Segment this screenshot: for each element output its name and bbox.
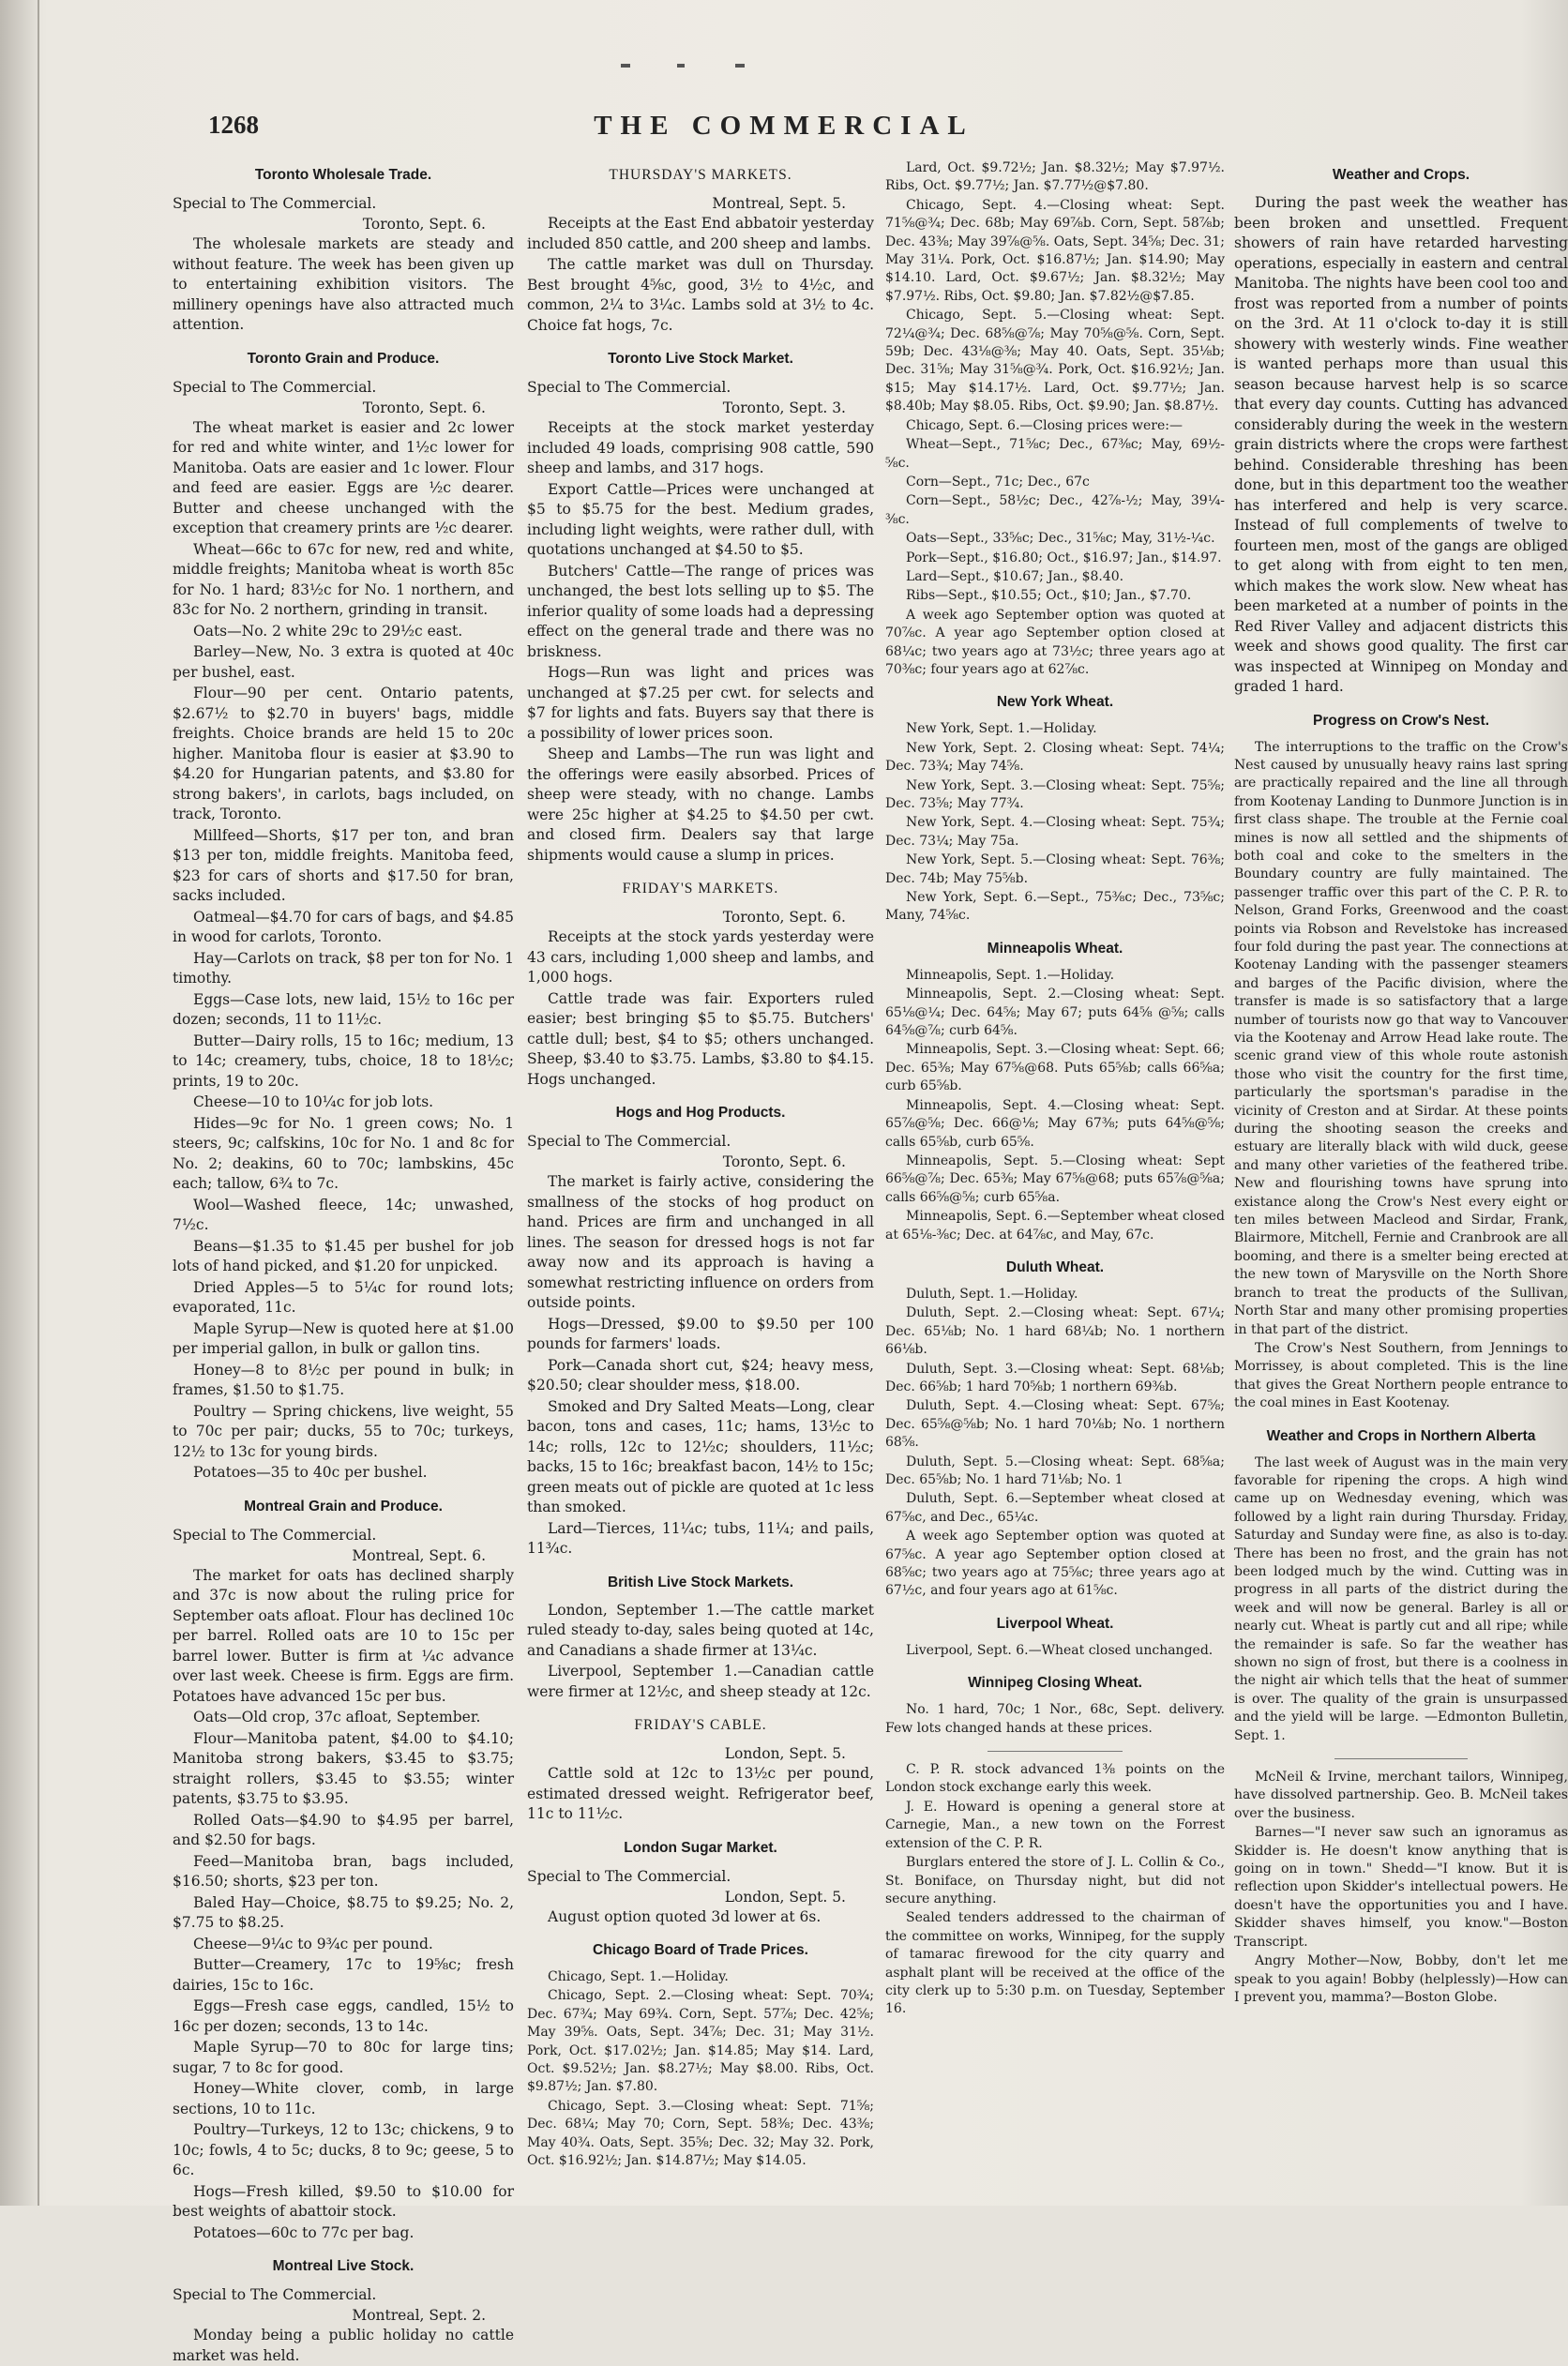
byline: Special to The Commercial. [173, 195, 377, 212]
paragraph: Duluth, Sept. 6.—September wheat closed at 67⅝c, and Dec., 65¼c. [885, 1491, 1225, 1525]
paragraph: Maple Syrup—New is quoted here at $1.00 per imperial gallon, in bulk or gallon tins. [173, 1319, 514, 1357]
headline: Montreal Grain and Produce. [244, 1498, 443, 1515]
paragraph: New York, Sept. 2. Closing wheat: Sept. 74¼; Dec. 73¾; May 74⅝. [885, 740, 1225, 775]
paragraph: New York, Sept. 6.—Sept., 75⅜c; Dec., 73⅝c; Many, 74⅝c. [885, 890, 1225, 924]
article [527, 1573, 874, 1703]
headline: FRIDAY'S MARKETS. [622, 881, 779, 897]
paragraph: New York, Sept. 4.—Closing wheat: Sept. 75¾; Dec. 73¼; May 75a. [885, 815, 1225, 849]
article-body [885, 1701, 1225, 1738]
running-head [0, 111, 1568, 148]
article-body [885, 967, 1225, 1244]
paragraph: Potatoes—60c to 77c per bag. [193, 2223, 415, 2241]
paragraph: A week ago September option was quoted at 67⅝c. A year ago September option closed at 68⅝c; two years ago at 75⅝c; three years ago at 67½c, and four years ago at 61⅝c. [885, 1529, 1225, 1599]
paragraph: Angry Mother—Now, Bobby, don't let me speak to you again! Bobby (helplessly)—How can I prevent you, mamma?—Boston Globe. [1234, 1953, 1568, 2005]
paragraph: Lard, Oct. $9.72½; Jan. $8.32½; May $7.97½. Ribs, Oct. $9.77½; Jan. $7.77½@$7.80. [885, 160, 1225, 194]
byline: Special to The Commercial. [527, 1133, 731, 1150]
paragraph: The market for oats has declined sharply and 37c is now about the ruling price for September oats afloat. Flour has declined 10c per barrel. Rolled oats are 10 to 15c per barrel lower. Butter is firm at ¼c advance over last week. Cheese is firm. Eggs are firm. Potatoes have advanced 15c per bus. [173, 1566, 514, 1705]
paragraph: Beans—$1.35 to $1.45 per bushel for job lots of hand picked, and $1.20 for unpicked. [173, 1237, 514, 1274]
headline: British Live Stock Markets. [607, 1574, 794, 1590]
paragraph: Duluth, Sept. 3.—Closing wheat: Sept. 68⅛b; Dec. 66⅝b; 1 hard 70⅝b; 1 northern 69⅜b. [885, 1361, 1225, 1394]
headline: Chicago Board of Trade Prices. [593, 1942, 808, 1958]
paragraph: Receipts at the stock market yesterday included 49 loads, comprising 908 cattle, 590 sheep and lambs, and 317 hogs. [527, 419, 874, 476]
paragraph: Oats—No. 2 white 29c to 29½c east. [193, 622, 463, 640]
paragraph: Smoked and Dry Salted Meats—Long, clear bacon, tons and cases, 11c; hams, 13½c to 14c; rolls, 12c to 12½c; shoulders, 11½c; backs, 15 to 16c; breakfast bacon, 14½ to 15c; green meats out of pickle are quoted at 1c less than smoked. [527, 1397, 874, 1515]
column-rule [1334, 1758, 1468, 1759]
paragraph: Butter—Creamery, 17c to 19⅝c; fresh dairies, 15c to 16c. [173, 1956, 514, 1994]
headline: Liverpool Wheat. [996, 1615, 1114, 1632]
article-body [885, 1642, 1225, 1660]
article-body [1234, 739, 1568, 1413]
article-body [527, 418, 874, 866]
paragraph: Minneapolis, Sept. 3.—Closing wheat: Sept. 66; Dec. 65⅜; May 67⅝@68. Puts 65⅝b; calls 66⅝a; curb 65⅝b. [885, 1042, 1225, 1094]
dateline: London, Sept. 5. [724, 1745, 846, 1762]
headline: Weather and Crops in Northern Alberta [1266, 1427, 1536, 1444]
article-body [885, 720, 1225, 925]
paragraph: Sheep and Lambs—The run was light and the offerings were easily absorbed. Prices of sheep were steady, with no change. Lambs were 25c higher at $4.25 to $4.50 per cwt. and closed firm. Dealers say that large shipments would cause a slump in prices. [527, 746, 874, 864]
paragraph: Duluth, Sept. 4.—Closing wheat: Sept. 67⅝; Dec. 65⅝@⅝b; No. 1 hard 70⅛b; No. 1 northern 68⅝. [885, 1398, 1225, 1451]
paragraph: Poultry—Turkeys, 12 to 13c; chickens, 9 to 10c; fowls, 4 to 5c; ducks, 8 to 9c; geese, 5 to 6c. [173, 2121, 514, 2178]
paragraph: Flour—Manitoba patent, $4.00 to $4.10; Manitoba strong bakers, $3.45 to $3.75; straight rollers, $3.45 to $3.55; winter patents, $3.75 to $3.95. [173, 1729, 514, 1807]
paragraph: McNeil & Irvine, merchant tailors, Winnipeg, have dissolved partnership. Geo. B. McNeil takes over the business. [1234, 1770, 1568, 1821]
article-body [527, 1601, 874, 1703]
article-body [1234, 1769, 1568, 2007]
article [1234, 165, 1568, 698]
paragraph: Baled Hay—Choice, $8.75 to $9.25; No. 2, $7.75 to $8.25. [173, 1893, 514, 1931]
byline: Special to The Commercial. [173, 2286, 377, 2303]
paragraph: Eggs—Case lots, new laid, 15½ to 16c per dozen; seconds, 11 to 11½c. [173, 990, 514, 1028]
article [173, 165, 514, 336]
paragraph: Sealed tenders addressed to the chairman of the committee on works, Winnipeg, for the supply of tamarac firewood for the city quarry and asphalt plant will be received at the office of the city clerk up to 5:30 p.m. on Tuesday, September 16. [885, 1910, 1225, 2017]
article [527, 1103, 874, 1560]
headline: THURSDAY'S MARKETS. [609, 167, 792, 183]
article-body [1234, 193, 1568, 698]
paragraph: Rolled Oats—$4.90 to $4.95 per barrel, and $2.50 for bags. [173, 1811, 514, 1848]
paragraph: Minneapolis, Sept. 1.—Holiday. [906, 967, 1115, 983]
paragraph: Chicago, Sept. 3.—Closing wheat: Sept. 71⅝; Dec. 68¼; May 70; Corn, Sept. 58⅜; Dec. 43⅜; May 40¾. Oats, Sept. 35⅝; Dec. 32; May 32. Pork, Oct. $16.92½; Jan. $14.87½; May $14.05. [527, 2098, 874, 2169]
article-body [885, 1761, 1225, 2019]
article [527, 1838, 874, 1928]
paragraph: Dried Apples—5 to 5¼c for round lots; evaporated, 11c. [173, 1278, 514, 1316]
journal-title: THE COMMERCIAL [594, 111, 974, 141]
paragraph: Lard—Tierces, 11¼c; tubs, 11¼; and pails, 11¾c. [527, 1519, 874, 1557]
paragraph: Maple Syrup—70 to 80c for large tins; sugar, 7 to 8c for good. [173, 2039, 514, 2076]
article [885, 159, 1225, 679]
paragraph: Duluth, Sept. 1.—Holiday. [906, 1286, 1078, 1302]
paragraph: Poultry — Spring chickens, live weight, 55 to 70c per pair; ducks, 55 to 70c; turkeys, 12½ to 13c for young birds. [173, 1402, 514, 1460]
dateline: Toronto, Sept. 6. [362, 216, 486, 233]
article [885, 1761, 1225, 2019]
paragraph: Wheat—66c to 67c for new, red and white, middle freights; Manitoba wheat is worth 85c for No. 1 hard; 83½c for No. 1 northern, and 83c for No. 2 northern, grinding in transit. [173, 540, 514, 618]
print-mark [677, 64, 685, 68]
byline: Special to The Commercial. [173, 378, 377, 396]
dateline: Toronto, Sept. 3. [722, 399, 846, 416]
paragraph: Export Cattle—Prices were unchanged at $5 to $5.75 for the best. Medium grades, including light weights, were rather dull, with quotations unchanged at $4.50 to $5. [527, 480, 874, 558]
paragraph: New York, Sept. 5.—Closing wheat: Sept. 76⅜; Dec. 74b; May 75⅝b. [885, 852, 1225, 886]
paragraph: Receipts at the stock yards yesterday were 43 cars, including 1,000 sheep and lambs, and 1,000 hogs. [527, 928, 874, 986]
paragraph: The wheat market is easier and 2c lower for red and white winter, and 1½c lower for Manitoba. Oats are easier and 1c lower. Flour and feed are easier. Eggs are ½c dearer. Butter and cheese unchanged with the exception that creamery prints are ½c dearer. [173, 418, 514, 536]
paragraph: Minneapolis, Sept. 5.—Closing wheat: Sept 66⅝@⅞; Dec. 65⅜; May 67⅝@68; puts 65⅞@⅝a; calls 66⅝@⅝; curb 65⅝a. [885, 1153, 1225, 1205]
paragraph: Minneapolis, Sept. 4.—Closing wheat: Sept. 65⅞@⅝; Dec. 66@⅛; May 67⅜; puts 64⅝@⅝; calls 65⅝b, curb 65⅝. [885, 1097, 1225, 1150]
paragraph: Duluth, Sept. 5.—Closing wheat: Sept. 68⅝a; Dec. 65⅝b; No. 1 hard 71⅛b; No. 1 [885, 1454, 1225, 1487]
article [527, 1715, 874, 1825]
headline: Minneapolis Wheat. [987, 940, 1123, 957]
paragraph: During the past week the weather has been broken and unsettled. Frequent showers of rain have retarded harvesting operations, especially in eastern and central Manitoba. The nights have been cool too and frost was reported from a number of points on the 3rd. At 11 o'clock to-day it is still showery with westerly winds. Fine weather is wanted perhaps more than usual this season because harvest help is so scarce that every day counts. Cutting has advanced considerably during the week in the western grain districts where the crops were farthest behind. Considerable threshing has been done, but in this department too the weather has interfered and help is very scarce. Instead of full complements of twelve to fourteen men, most of the gangs are obliged to get along with from eight to ten men, which makes the work slow. New wheat has been marketed at a number of points in the Red River Valley and adjacent districts this week and shows good quality. The first car was inspected at Winnipeg on Monday and graded 1 hard. [1234, 194, 1568, 695]
paragraph: Liverpool, Sept. 6.—Wheat closed unchanged. [906, 1642, 1214, 1658]
paragraph: Millfeed—Shorts, $17 per ton, and bran $13 per ton, middle freights. Manitoba feed, $23 for cars of shorts and $17.50 for bran, sacks included. [173, 826, 514, 904]
paragraph: Barnes—"I never saw such an ignoramus as Skidder is. He doesn't know anything that is going on in town." Shedd—"I know. But it is reflection upon Skidder's intellectual powers. He doesn't have the opportunities you and I have. Skidder shaves himself, you know."—Boston Transcript. [1234, 1825, 1568, 1950]
paragraph: Receipts at the East End abbatoir yesterday included 850 cattle, and 200 sheep and lambs. [527, 215, 874, 252]
article [885, 1673, 1225, 1738]
article-body [885, 159, 1225, 679]
article-body [173, 234, 514, 336]
paragraph: Oatmeal—$4.70 for cars of bags, and $4.85 in wood for carlots, Toronto. [173, 908, 514, 945]
dateline: London, Sept. 5. [724, 1888, 846, 1906]
article [527, 349, 874, 866]
paragraph: The last week of August was in the main very favorable for ripening the crops. A high wind came up on Wednesday evening, which was followed by a light rain during Thursday. Friday, Saturday and Sunday were fine, as also is to-day. There has been no frost, and the grain has not been lodged much by the wind. Cutting was in progress in all parts of the district during the week and will now be general. Barley is all or nearly cut. Wheat is partly cut and all ripe; while the remainder is safe. So far the weather has shown no sign of frost, but there is a coolness in the night air which tells that the heat of summer is over. The quality of the grain is unsurpassed and the yield will be large. —Edmonton Bulletin, Sept. 1. [1234, 1454, 1568, 1743]
headline: Duluth Wheat. [1005, 1258, 1105, 1275]
article-body [527, 214, 874, 336]
article-body [885, 1286, 1225, 1601]
print-mark [735, 64, 745, 68]
paragraph: Hay—Carlots on track, $8 per ton for No. 1 timothy. [173, 949, 514, 987]
paragraph: Chicago, Sept. 1.—Holiday. [548, 1969, 729, 1984]
column-rule [988, 1751, 1123, 1752]
article [527, 165, 874, 336]
paragraph: Cattle sold at 12c to 13½c per pound, estimated dressed weight. Refrigerator beef, 11c to 11½c. [527, 1765, 874, 1822]
dateline: Montreal, Sept. 2. [352, 2307, 486, 2324]
article-body [1234, 1454, 1568, 1746]
paragraph: Pork—Sept., $16.80; Oct., $16.97; Jan., $14.97. [906, 550, 1222, 565]
paragraph: Chicago, Sept. 2.—Closing wheat: Sept. 70¾; Dec. 67¾; May 69¾. Corn, Sept. 57⅞; Dec. 42⅝; May 39⅝. Oats, Sept. 34⅞; Dec. 31; May 31½. Pork, Oct. $17.02½; Jan. $14.85; May $14. Lard, Oct. $9.52½; Jan. $8.27½; May $8.00. Ribs, Oct. $9.87½; Jan. $7.80. [527, 1988, 874, 2095]
paragraph: London, September 1.—The cattle market ruled steady to-day, sales being quoted at 14c, and Canadians a shade firmer at 13¼c. [527, 1601, 874, 1659]
column-2 [527, 159, 874, 2194]
paragraph: Feed—Manitoba bran, bags included, $16.50; shorts, $23 per ton. [173, 1852, 514, 1890]
paragraph: Pork—Canada short cut, $24; heavy mess, $20.50; clear shoulder mess, $18.00. [527, 1356, 874, 1394]
paragraph: Ribs—Sept., $10.55; Oct., $10; Jan., $7.70. [906, 588, 1192, 604]
paragraph: New York, Sept. 3.—Closing wheat: Sept. 75⅝; Dec. 73⅝; May 77¾. [885, 777, 1225, 811]
paragraph: Honey—8 to 8½c per pound in bulk; in frames, $1.50 to $1.75. [173, 1361, 514, 1398]
paragraph: Minneapolis, Sept. 2.—Closing wheat: Sept. 65⅛@¼; Dec. 64⅝; May 67; puts 64⅝ @⅝; calls 64⅝@⅞; curb 64⅝. [885, 987, 1225, 1039]
article [885, 1258, 1225, 1601]
article [173, 1497, 514, 2244]
page-number: 1268 [208, 111, 259, 139]
paragraph: No. 1 hard, 70c; 1 Nor., 68c, Sept. delivery. Few lots changed hands at these prices. [885, 1702, 1225, 1736]
paragraph: The market is fairly active, considering the smallness of the stocks of hog product on hand. Prices are firm and unchanged in all lines. The season for dressed hogs is not far away now and its approach is having a somewhat restricting influence on orders from outside points. [527, 1173, 874, 1311]
paragraph: Flour—90 per cent. Ontario patents, $2.67½ to $2.70 in buyers' bags, middle freights. Choice brands are held 15 to 20c higher. Manitoba flour is easier at $3.90 to $4.20 for Hungarian patents, and $3.80 for strong bakers', in carlots, bags included, on track, Toronto. [173, 685, 514, 822]
headline: Toronto Grain and Produce. [247, 350, 440, 367]
binding-shadow [0, 0, 38, 2206]
headline: Toronto Wholesale Trade. [254, 167, 432, 183]
paragraph: The wholesale markets are steady and without feature. The week has been given up to entertaining exhibition visitors. The millinery openings have also attracted much attention. [173, 235, 514, 333]
paragraph: Minneapolis, Sept. 6.—September wheat closed at 65⅛-⅜c; Dec. at 64⅞c, and May, 67c. [885, 1209, 1225, 1243]
dateline: Toronto, Sept. 6. [722, 909, 846, 926]
article [1234, 711, 1568, 1413]
paragraph: Butter—Dairy rolls, 15 to 16c; medium, 13 to 14c; creamery, tubs, choice, 18 to 18½c; prints, 19 to 20c. [173, 1032, 514, 1090]
paragraph: The Crow's Nest Southern, from Jennings to Morrissey, is about completed. This is the line that gives the Great Northern people entrance to the coal mines in East Kootenay. [1234, 1340, 1568, 1411]
headline: New York Wheat. [996, 694, 1114, 711]
paragraph: Corn—Sept., 71c; Dec., 67c [906, 474, 1090, 490]
paragraph: Potatoes—35 to 40c per bushel. [193, 1464, 428, 1481]
paragraph: Cheese—9¼c to 9¾c per pound. [193, 1935, 433, 1952]
article-body [527, 1907, 874, 1928]
dateline: Toronto, Sept. 6. [362, 399, 486, 416]
paragraph: Chicago, Sept. 6.—Closing prices were:— [906, 417, 1183, 433]
paragraph: Wool—Washed fleece, 14c; unwashed, 7½c. [173, 1196, 514, 1233]
paragraph: Hogs—Fresh killed, $9.50 to $10.00 for best weights of abattoir stock. [173, 2182, 514, 2220]
article [885, 692, 1225, 925]
paragraph: Wheat—Sept., 71⅝c; Dec., 67⅜c; May, 69½-⅝c. [885, 437, 1225, 471]
paragraph: Lard—Sept., $10.67; Jan., $8.40. [906, 568, 1124, 584]
article [1234, 1426, 1568, 1746]
dateline: Toronto, Sept. 6. [722, 1153, 846, 1170]
headline: Winnipeg Closing Wheat. [968, 1675, 1142, 1692]
headline: Weather and Crops. [1332, 167, 1470, 183]
paragraph: New York, Sept. 1.—Holiday. [906, 721, 1097, 737]
byline: Special to The Commercial. [527, 379, 731, 396]
article-body [527, 1764, 874, 1825]
paragraph: Barley—New, No. 3 extra is quoted at 40c per bushel, east. [173, 643, 514, 681]
paragraph: Eggs—Fresh case eggs, candled, 15½ to 16c per dozen; seconds, 13 to 14c. [173, 1997, 514, 2035]
article [1234, 1769, 1568, 2007]
paragraph: C. P. R. stock advanced 1⅜ points on the London stock exchange early this week. [885, 1762, 1225, 1796]
paragraph: Monday being a public holiday no cattle market was held. [173, 2327, 514, 2364]
headline: Montreal Live Stock. [272, 2258, 415, 2274]
paragraph: Corn—Sept., 58½c; Dec., 42⅞-½; May, 39¼-⅜c. [885, 493, 1225, 527]
paragraph: Chicago, Sept. 5.—Closing wheat: Sept. 72¼@¾; Dec. 68⅝@⅞; May 70⅝@⅝. Corn, Sept. 59b; Dec. 43⅛@⅜; May 40. Oats, Sept. 35⅛b; Dec. 31⅝; May 31⅝@¾. Pork, Oct. $16.92½; Jan. $15; May $14.17½. Lard, Oct. $9.77½; Jan. $8.40b; May $8.05. Ribs, Oct. $9.90; Jan. $8.87½. [885, 308, 1225, 414]
article [885, 939, 1225, 1244]
paragraph: Chicago, Sept. 4.—Closing wheat: Sept. 71⅝@¾; Dec. 68b; May 69⅞b. Corn, Sept. 58⅞b; Dec. 43⅜; May 39⅞@⅝. Oats, Sept. 34⅝; Dec. 31; May 31¼. Pork, Oct. $16.87½; Jan. $14.90; May $14.10. Lard, Oct. $9.67½; Jan. $8.32½; May $7.97½. Ribs, Oct. $9.80; Jan. $7.82½@$7.85. [885, 197, 1225, 304]
paragraph: Butchers' Cattle—The range of prices was unchanged, the best lots selling up to $5. The inferior quality of some loads had a depressing effect on the general trade and there was no briskness. [527, 562, 874, 660]
paragraph: Hogs—Dressed, $9.00 to $9.50 per 100 pounds for farmers' loads. [527, 1315, 874, 1352]
paragraph: Burglars entered the store of J. L. Collin & Co., St. Boniface, on Thursday night, but did not secure anything. [885, 1855, 1225, 1906]
byline: Special to The Commercial. [173, 1526, 377, 1544]
headline: Progress on Crow's Nest. [1312, 712, 1489, 729]
paragraph: August option quoted 3d lower at 6s. [548, 1907, 822, 1925]
print-mark [621, 64, 630, 68]
paragraph: Cheese—10 to 10¼c for job lots. [193, 1093, 434, 1110]
paragraph: The interruptions to the traffic on the Crow's Nest caused by unusually heavy rains last spring are practically repaired and the line all through from Kootenay Landing to Dunmore Junction is in first class shape. The trouble at the Fernie coal mines is now all settled and the shipments of both coal and coke to the smelters in the Boundary country are fully maintained. The passenger traffic over this part of the C. P. R. to Nelson, Grand Forks, Greenwood and the coast points via Robson and Revelstoke has increased four fold during the past year. The connections at Kootenay Landing with the passenger steamers and barges of the Pacific division, where the transfer is made is so satisfactory that a large number of tourists now go that way to Vancouver via the Kootenay and Arrow Head lake route. The scenic grand view of this whole route astonish those who visit the country for the first time, particularly the sportsman's paradise in the vicinity of Creston and at Sirdar. At these points during the shooting season the creeks and estuary are literally black with wild duck, geese and many other varieties of the feathered tribe. New and flourishing towns have sprung into existance along the Crow's Nest every eight or ten miles between Macleod and Sirdar, Frank, Blairmore, Mitchell, Fernie and Cranbrook are all booming, and there is a smelter being erected at the new town of Marysville on the North Shore branch to treat the products of the Sullivan, North Star and many other promising properties in that part of the district. [1234, 739, 1568, 1337]
column-3 [885, 159, 1225, 2194]
paragraph: Duluth, Sept. 2.—Closing wheat: Sept. 67¼; Dec. 65⅛b; No. 1 hard 68¼b; No. 1 northern 66⅛b. [885, 1305, 1225, 1358]
paragraph: Oats—Sept., 33⅝c; Dec., 31⅝c; May, 31½-¼c. [906, 531, 1215, 547]
article [527, 879, 874, 1090]
paragraph: The cattle market was dull on Thursday. Best brought 4⅝c, good, 3½ to 4½c, and common, 2¼ to 3¼c. Lambs sold at 3½ to 4c. Choice fat hogs, 7c. [527, 256, 874, 334]
article-body [527, 1968, 874, 2170]
article-body [527, 1172, 874, 1560]
column-4 [1234, 159, 1568, 2194]
article-body [173, 1566, 514, 2244]
paragraph: Honey—White clover, comb, in large sections, 10 to 11c. [173, 2080, 514, 2117]
article [885, 1614, 1225, 1660]
headline: Hogs and Hog Products. [615, 1105, 786, 1121]
paragraph: Cattle trade was fair. Exporters ruled easier; best bringing $5 to $5.75. Butchers' cattle dull; best, $4 to $5; others unchanged. Sheep, $3.40 to $3.75. Lambs, $3.80 to $4.15. Hogs unchanged. [527, 989, 874, 1088]
paragraph: Liverpool, September 1.—Canadian cattle were firmer at 12½c, and sheep steady at 12c. [527, 1663, 874, 1700]
dateline: Montreal, Sept. 6. [352, 1546, 486, 1564]
headline: London Sugar Market. [624, 1839, 777, 1856]
headline: FRIDAY'S CABLE. [634, 1717, 767, 1733]
article-body [173, 2326, 514, 2366]
headline: Toronto Live Stock Market. [608, 351, 793, 367]
dateline: Montreal, Sept. 5. [712, 195, 846, 212]
article [173, 2256, 514, 2366]
paragraph: Hides—9c for No. 1 green cows; No. 1 steers, 9c; calfskins, 10c for No. 1 and 8c for No. 2; deakins, 60 to 70c; lambskins, 45c each; tallow, 6¾ to 7c. [173, 1114, 514, 1192]
paragraph: Oats—Old crop, 37c afloat, September. [193, 1709, 481, 1726]
article-body [173, 418, 514, 1484]
paragraph: J. E. Howard is opening a general store at Carnegie, Man., a new town on the Forrest extension of the C. P. R. [885, 1799, 1225, 1851]
article [173, 349, 514, 1484]
column-1 [173, 159, 514, 2364]
page-edge [38, 0, 39, 2206]
byline: Special to The Commercial. [527, 1867, 731, 1885]
paragraph: A week ago September option was quoted at 70⅞c. A year ago September option closed at 68¼c; two years ago at 73½c; three years ago at 70⅜c; four years ago at 62⅞c. [885, 607, 1225, 677]
article [527, 1940, 874, 2170]
article-body [527, 927, 874, 1090]
paragraph: Hogs—Run was light and prices was unchanged at $7.25 per cwt. for selects and $7 for lights and fats. Buyers say that there is a possibility of lower prices soon. [527, 664, 874, 742]
